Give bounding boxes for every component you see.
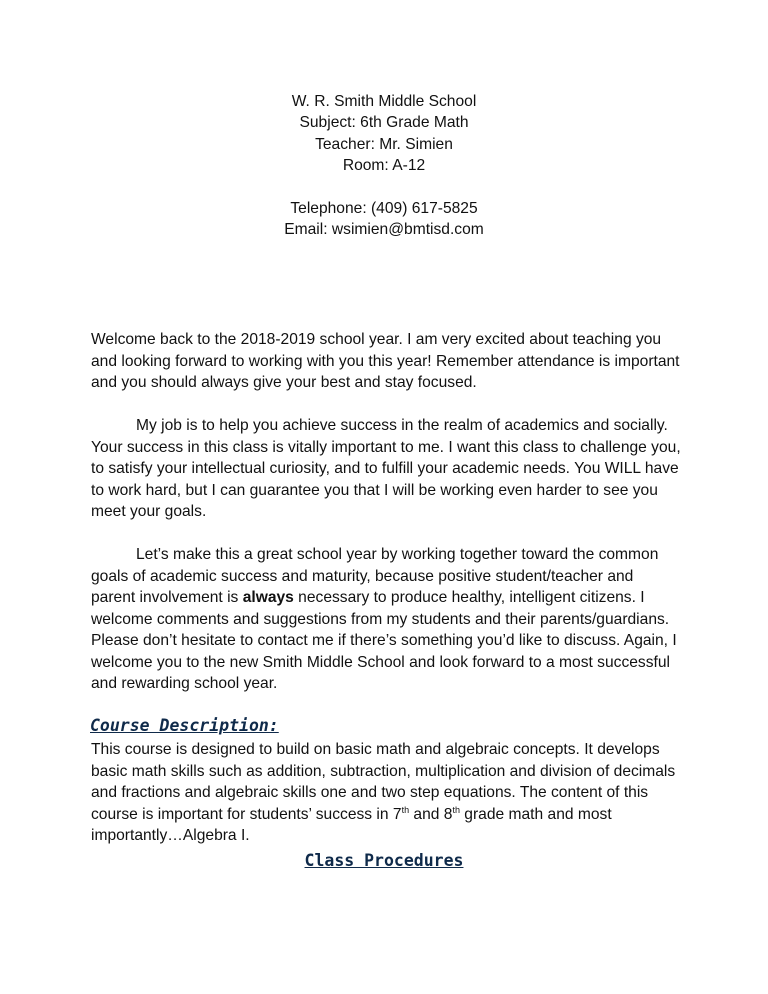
letter-paragraph-3 bbox=[91, 544, 681, 695]
course-text-end: grade math and most importantly…Algebra I. bbox=[91, 805, 612, 844]
welcome-letter bbox=[91, 329, 681, 716]
course-description-text bbox=[91, 739, 683, 847]
course-text-mid: and 8 bbox=[409, 805, 453, 823]
room-line: Room: A-12 bbox=[342, 157, 426, 175]
header-spacer bbox=[0, 177, 768, 198]
letter-paragraph-1: Welcome back to the 2018-2019 school year. I am very excited about teaching you and looking forward to working with you this year! Remember attendance is important and you should always give your best and stay focused. bbox=[91, 331, 680, 391]
teacher-line: Teacher: Mr. Simien bbox=[315, 135, 453, 153]
paragraph-3-text-start: Let’s make this a great school year by working together toward the common goals of academic success and maturity, because positive student/teacher and parent involvement is bbox=[91, 546, 659, 606]
telephone-line: Telephone: (409) 617-5825 bbox=[290, 200, 478, 218]
letter-paragraph-2: My job is to help you achieve success in the realm of academics and socially. Your success in this class is vitally important to me. I want this class to challenge you, to satisfy your intellectual curiosity, and to fulfill your academic needs. You WILL have to work hard, but I can guarantee you that I will be working even harder to see you meet your goals. bbox=[91, 417, 681, 520]
class-procedures-heading: Class Procedures bbox=[304, 851, 464, 870]
paragraph-3-text-end: necessary to produce healthy, intelligent citizens. I welcome comments and suggestions from my students and their parents/guardians. Please don’t hesitate to contact me if there’s something you’d like to discuss. Again, I welcome you to the new Smith Middle School and look forward to a most successful and rewarding school year. bbox=[91, 589, 677, 692]
course-text-start: This course is designed to build on basic math and algebraic concepts. It develops basic math skills such as addition, subtraction, multiplication and division of decimals and fractions and algebraic skills one and two step equations. The content of this course is important for students’ success in 7 bbox=[91, 741, 676, 823]
subject-line: Subject: 6th Grade Math bbox=[299, 114, 469, 132]
contact-header bbox=[0, 91, 768, 241]
superscript-th-8: th bbox=[452, 804, 460, 815]
course-description-heading: Course Description: bbox=[90, 716, 279, 735]
school-name: W. R. Smith Middle School bbox=[291, 93, 477, 110]
email-line: Email: wsimien@bmtisd.com bbox=[284, 221, 484, 239]
superscript-th-7: th bbox=[401, 804, 410, 815]
emphasis-always: always bbox=[242, 589, 294, 606]
